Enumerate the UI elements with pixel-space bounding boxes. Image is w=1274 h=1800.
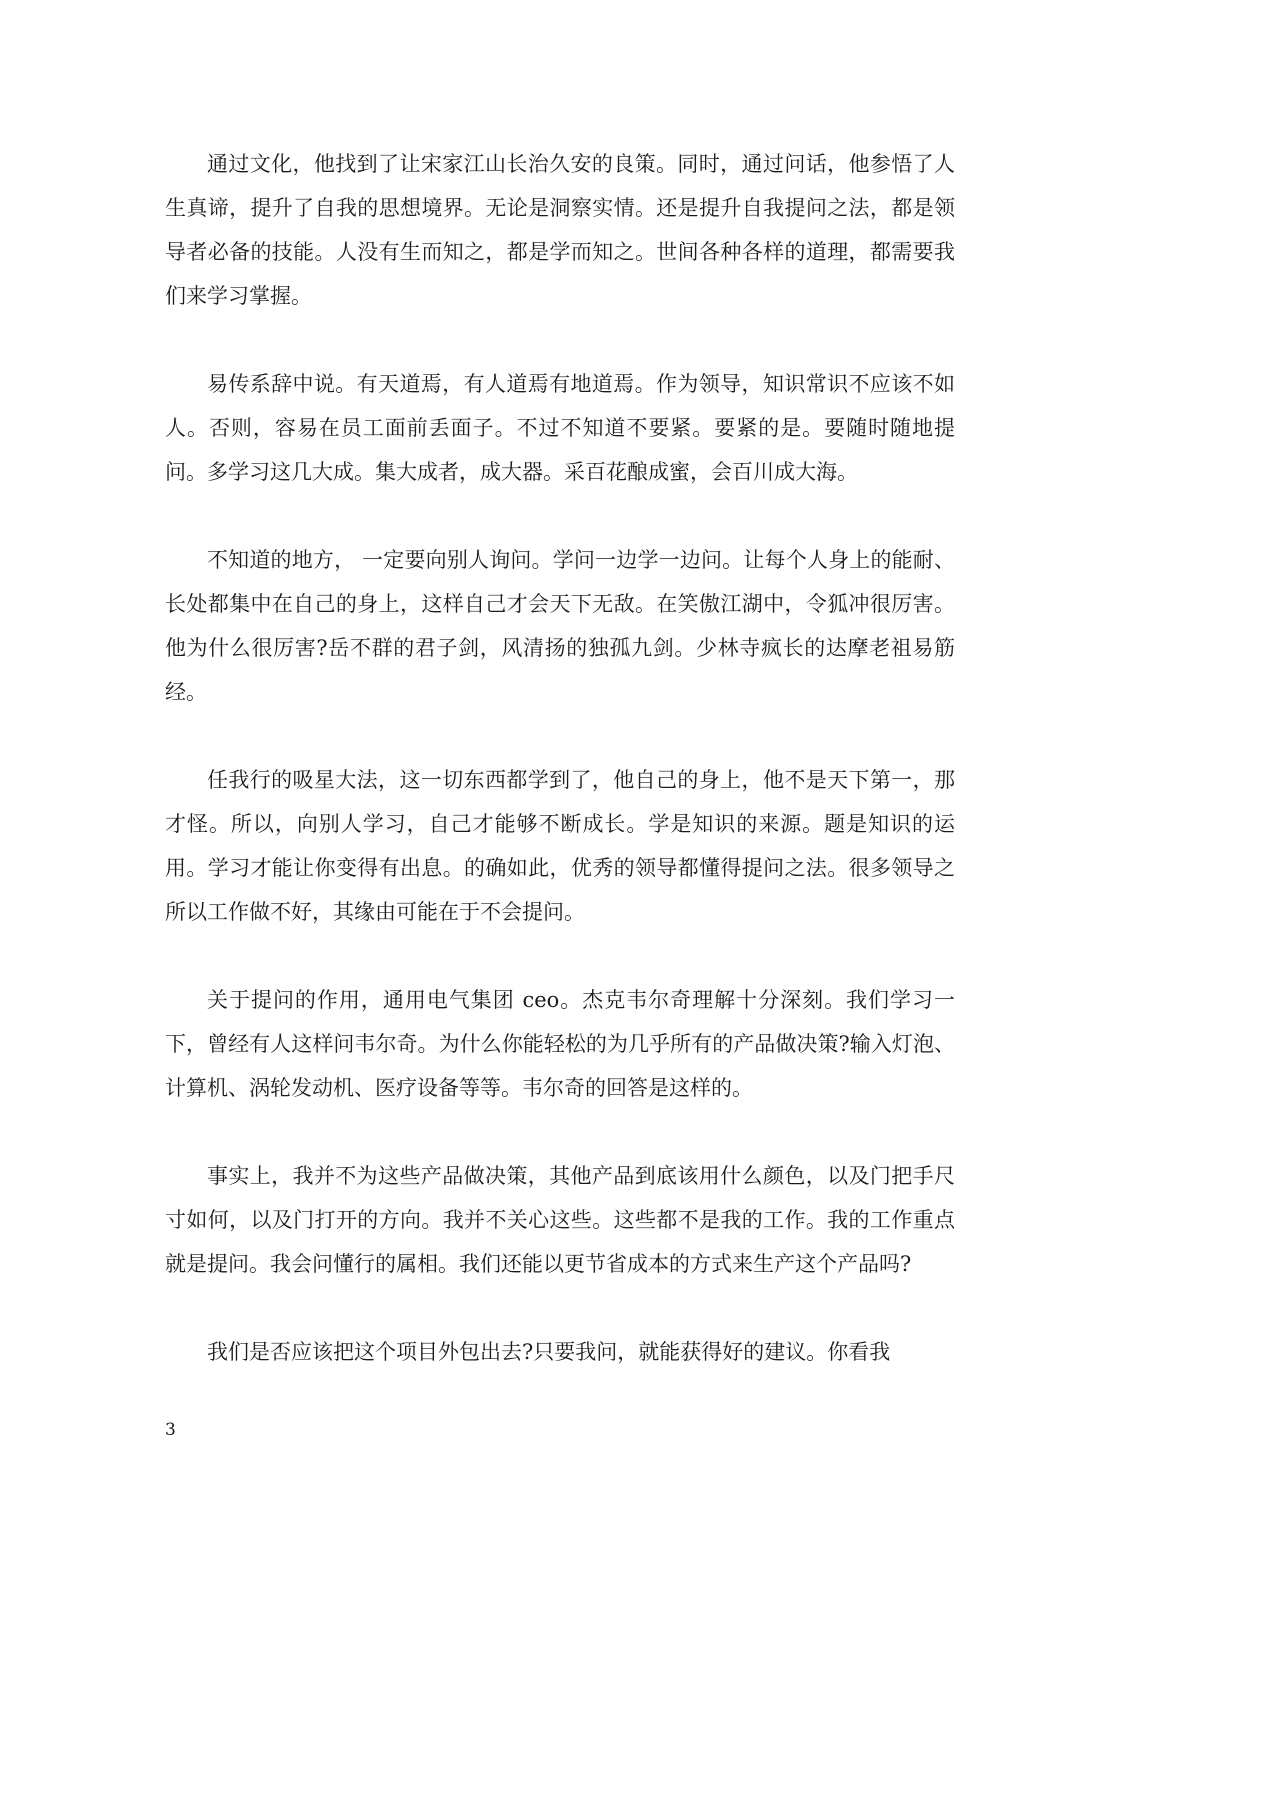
document-body: [165, 142, 955, 1374]
paragraph-4: 任我行的吸星大法，这一切东西都学到了，他自己的身上，他不是天下第一，那才怪。所以，向别人学习，自己才能够不断成长。学是知识的来源。题是知识的运用。学习才能让你变得有出息。的确如此，优秀的领导都懂得提问之法。很多领导之所以工作做不好，其缘由可能在于不会提问。: [165, 768, 955, 924]
page-number: 3: [165, 1420, 176, 1440]
paragraph-1: 通过文化，他找到了让宋家江山长治久安的良策。同时，通过问话，他参悟了人生真谛，提升了自我的思想境界。无论是洞察实情。还是提升自我提问之法，都是领导者必备的技能。人没有生而知之，都是学而知之。世间各种各样的道理，都需要我们来学习掌握。: [165, 152, 955, 308]
paragraph-3: 不知道的地方， 一定要向别人询问。学问一边学一边问。让每个人身上的能耐、长处都集中在自己的身上，这样自己才会天下无敌。在笑傲江湖中，令狐冲很厉害。他为什么很厉害?岳不群的君子剑，风清扬的独孤九剑。少林寺疯长的达摩老祖易筋经。: [165, 548, 955, 704]
paragraph-5: 关于提问的作用，通用电气集团 ceo。杰克韦尔奇理解十分深刻。我们学习一下，曾经有人这样问韦尔奇。为什么你能轻松的为几乎所有的产品做决策?输入灯泡、计算机、涡轮发动机、医疗设备等等。韦尔奇的回答是这样的。: [165, 988, 955, 1100]
paragraph-2: 易传系辞中说。有天道焉，有人道焉有地道焉。作为领导，知识常识不应该不如人。否则，容易在员工面前丢面子。不过不知道不要紧。要紧的是。要随时随地提问。多学习这几大成。集大成者，成大器。采百花酿成蜜，会百川成大海。: [165, 372, 955, 484]
paragraph-6: 事实上，我并不为这些产品做决策，其他产品到底该用什么颜色，以及门把手尺寸如何，以及门打开的方向。我并不关心这些。这些都不是我的工作。我的工作重点就是提问。我会问懂行的属相。我们还能以更节省成本的方式来生产这个产品吗?: [165, 1164, 955, 1276]
paragraph-7: 我们是否应该把这个项目外包出去?只要我问，就能获得好的建议。你看我: [207, 1340, 891, 1364]
